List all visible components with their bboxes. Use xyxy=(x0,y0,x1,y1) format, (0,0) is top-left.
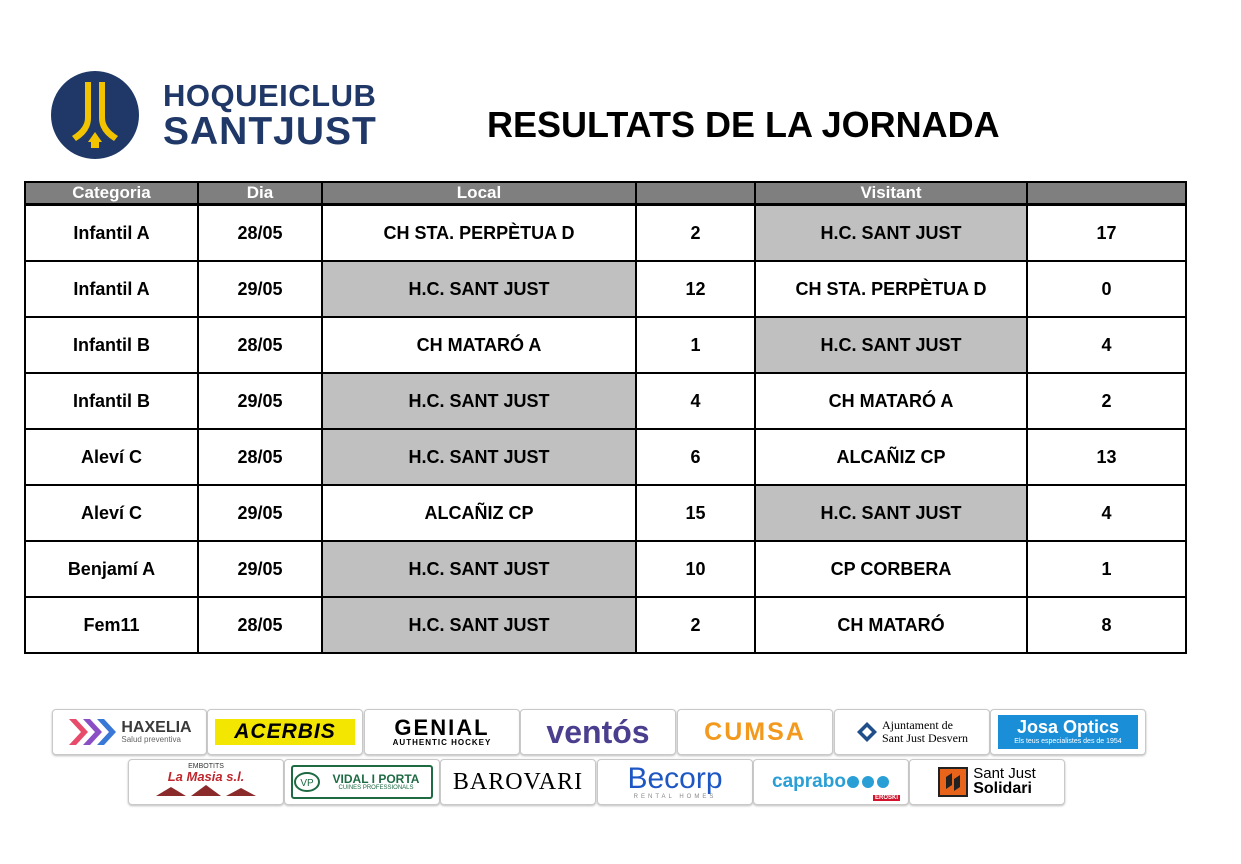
visitor-score-cell: 2 xyxy=(1027,373,1186,429)
local-score-cell: 2 xyxy=(636,205,755,262)
club-logo xyxy=(50,70,410,160)
visitor-team-cell: CP CORBERA xyxy=(755,541,1027,597)
local-score-cell: 2 xyxy=(636,597,755,653)
category-cell: Infantil B xyxy=(25,373,198,429)
local-score-cell: 12 xyxy=(636,261,755,317)
table-row xyxy=(25,485,1186,541)
category-cell: Benjamí A xyxy=(25,541,198,597)
date-cell: 28/05 xyxy=(198,205,322,262)
josa-name: Josa Optics xyxy=(1016,717,1120,737)
table-row xyxy=(25,373,1186,429)
visitor-team-cell: ALCAÑIZ CP xyxy=(755,429,1027,485)
sponsor-ajuntament xyxy=(834,709,990,755)
club-name-line1: HOQUEICLUB xyxy=(163,78,377,113)
table-row xyxy=(25,205,1186,262)
sponsor-acerbis xyxy=(207,709,363,755)
genial-name: GENIAL xyxy=(394,715,490,740)
header-date: Dia xyxy=(198,182,322,205)
local-team-cell: H.C. SANT JUST xyxy=(322,429,636,485)
category-cell: Aleví C xyxy=(25,485,198,541)
header-local: Local xyxy=(322,182,636,205)
date-cell: 29/05 xyxy=(198,373,322,429)
visitor-score-cell: 4 xyxy=(1027,317,1186,373)
vidal-sub: CUINES PROFESSIONALS xyxy=(338,785,414,791)
solidari-name: Sant Just xyxy=(973,764,1036,782)
date-cell: 28/05 xyxy=(198,429,322,485)
sponsor-ventos xyxy=(520,709,676,755)
results-table xyxy=(24,181,1187,654)
visitor-score-cell: 13 xyxy=(1027,429,1186,485)
page-title: RESULTATS DE LA JORNADA xyxy=(487,104,1000,145)
barovari-name: BAROVARI xyxy=(452,768,584,795)
local-score-cell: 10 xyxy=(636,541,755,597)
solidari-hands-icon xyxy=(938,767,968,797)
sponsor-becorp xyxy=(597,759,753,805)
visitor-score-cell: 0 xyxy=(1027,261,1186,317)
visitor-score-cell: 17 xyxy=(1027,205,1186,262)
visitor-team-cell: H.C. SANT JUST xyxy=(755,205,1027,262)
header-visitor-score xyxy=(1027,182,1186,205)
caprabo-eroski: EROSKI xyxy=(874,795,898,801)
local-team-cell: CH STA. PERPÈTUA D xyxy=(322,205,636,262)
becorp-name: Becorp xyxy=(627,762,723,795)
category-cell: Infantil A xyxy=(25,261,198,317)
haxelia-name: HAXELIA xyxy=(121,719,192,736)
sponsor-caprabo xyxy=(753,759,909,805)
visitor-team-cell: CH STA. PERPÈTUA D xyxy=(755,261,1027,317)
solidari-sub: Solidari xyxy=(973,780,1032,798)
lamasia-name: La Masia s.l. xyxy=(167,769,245,784)
table-row xyxy=(25,317,1186,373)
caprabo-name: caprabo xyxy=(772,771,846,792)
sponsor-sant-just-solidari xyxy=(909,759,1065,805)
cumsa-name: CUMSA xyxy=(704,717,806,746)
club-emblem-icon xyxy=(50,70,140,160)
table-row xyxy=(25,429,1186,485)
category-cell: Aleví C xyxy=(25,429,198,485)
date-cell: 28/05 xyxy=(198,597,322,653)
local-team-cell: H.C. SANT JUST xyxy=(322,597,636,653)
sponsor-cumsa xyxy=(677,709,833,755)
local-team-cell: H.C. SANT JUST xyxy=(322,373,636,429)
ventos-name: ventós xyxy=(546,713,650,750)
visitor-team-cell: H.C. SANT JUST xyxy=(755,485,1027,541)
lamasia-sub: EMBOTITS xyxy=(188,763,224,770)
visitor-score-cell: 8 xyxy=(1027,597,1186,653)
sponsor-haxelia xyxy=(52,709,207,755)
local-score-cell: 6 xyxy=(636,429,755,485)
header-local-score xyxy=(636,182,755,205)
haxelia-chevrons-icon xyxy=(67,717,121,747)
category-cell: Infantil B xyxy=(25,317,198,373)
table-row xyxy=(25,597,1186,653)
club-name-line2: SANTJUST xyxy=(163,110,377,153)
sponsor-barovari xyxy=(440,759,596,805)
local-score-cell: 15 xyxy=(636,485,755,541)
header-category: Categoria xyxy=(25,182,198,205)
caprabo-dots-icon xyxy=(846,775,890,789)
ajuntament-crest-icon xyxy=(856,721,878,743)
acerbis-name: ACERBIS xyxy=(234,720,336,743)
visitor-team-cell: H.C. SANT JUST xyxy=(755,317,1027,373)
date-cell: 29/05 xyxy=(198,541,322,597)
local-team-cell: H.C. SANT JUST xyxy=(322,261,636,317)
becorp-sub: RENTAL HOMES xyxy=(633,794,717,800)
date-cell: 28/05 xyxy=(198,317,322,373)
svg-text:VP: VP xyxy=(300,778,314,789)
local-team-cell: CH MATARÓ A xyxy=(322,317,636,373)
sponsor-genial xyxy=(364,709,520,755)
vidal-name: VIDAL I PORTA xyxy=(332,772,420,786)
category-cell: Fem11 xyxy=(25,597,198,653)
vidal-vp-icon xyxy=(293,771,321,793)
local-score-cell: 1 xyxy=(636,317,755,373)
genial-sub: AUTHENTIC HOCKEY xyxy=(392,738,492,747)
visitor-score-cell: 4 xyxy=(1027,485,1186,541)
ajuntament-sub: Sant Just Desvern xyxy=(882,731,968,745)
date-cell: 29/05 xyxy=(198,261,322,317)
category-cell: Infantil A xyxy=(25,205,198,262)
header-visitor: Visitant xyxy=(755,182,1027,205)
local-score-cell: 4 xyxy=(636,373,755,429)
sponsor-josa-optics xyxy=(990,709,1146,755)
table-row xyxy=(25,261,1186,317)
table-header-row xyxy=(25,182,1186,205)
josa-sub: Els teus especialistes des de 1954 xyxy=(1014,738,1122,745)
local-team-cell: ALCAÑIZ CP xyxy=(322,485,636,541)
visitor-team-cell: CH MATARÓ xyxy=(755,597,1027,653)
date-cell: 29/05 xyxy=(198,485,322,541)
visitor-team-cell: CH MATARÓ A xyxy=(755,373,1027,429)
sponsor-vidal-i-porta xyxy=(284,759,440,805)
haxelia-sub: Salud preventiva xyxy=(121,735,181,744)
ajuntament-name: Ajuntament de xyxy=(882,718,953,733)
table-row xyxy=(25,541,1186,597)
local-team-cell: H.C. SANT JUST xyxy=(322,541,636,597)
sponsor-la-masia xyxy=(128,759,284,805)
lamasia-farmhouse-icon xyxy=(151,783,261,797)
visitor-score-cell: 1 xyxy=(1027,541,1186,597)
